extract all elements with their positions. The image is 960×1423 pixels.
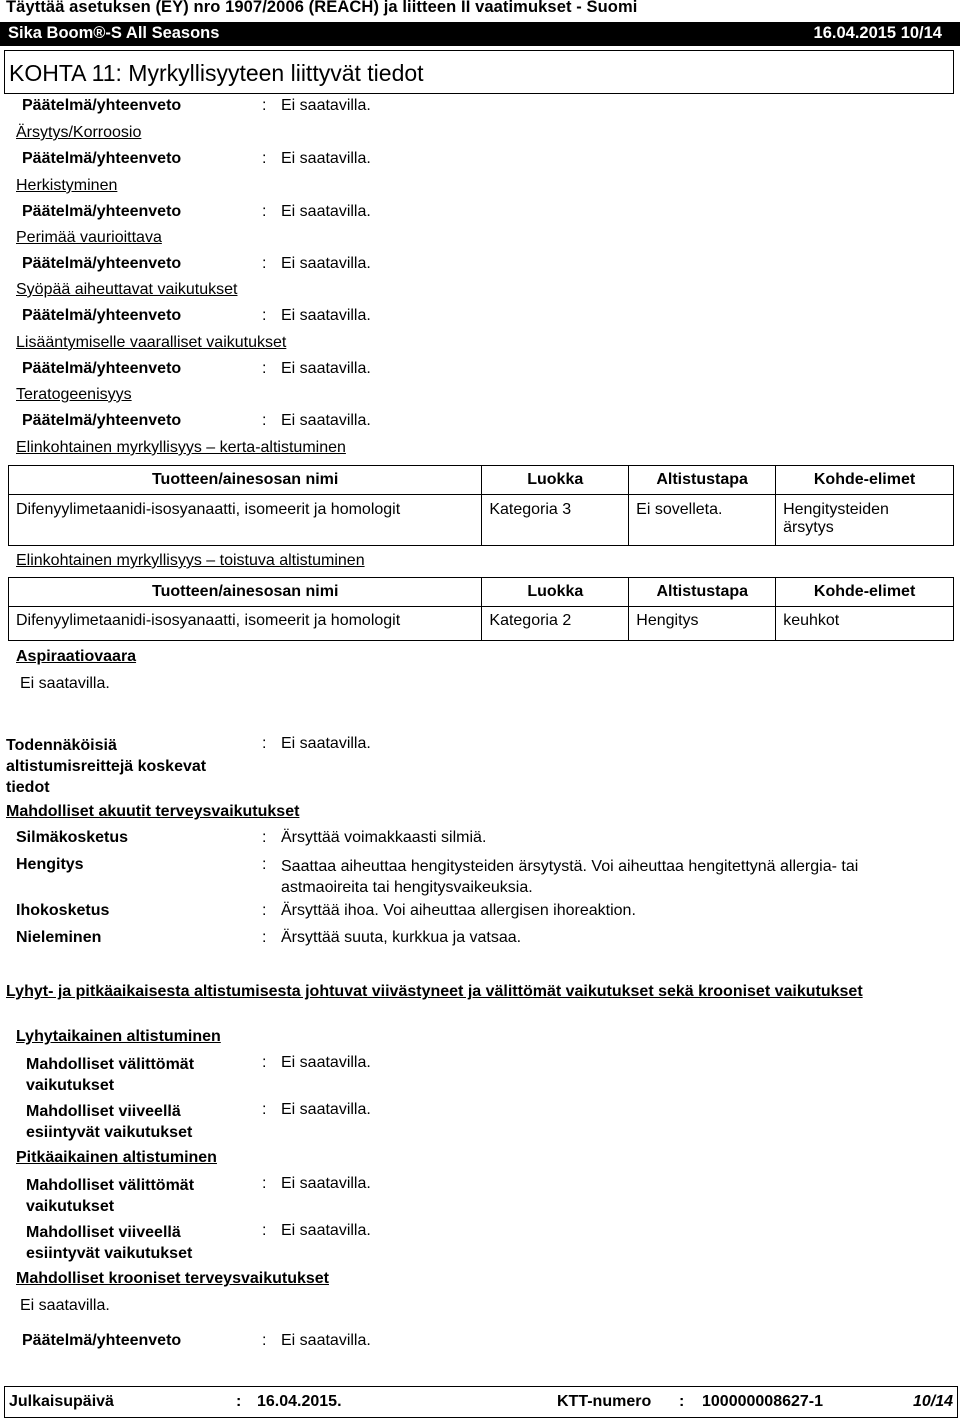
colon: : — [262, 1175, 267, 1192]
delayed-heading: Lyhyt- ja pitkäaikaisesta altistumisesta johtuvat viivästyneet ja välittömät vaikutukset sekä krooniset vaikutukset — [6, 983, 863, 1000]
footer-box — [4, 1386, 958, 1418]
immediate-effects-label: Mahdolliset välittömät vaikutukset — [26, 1177, 195, 1215]
subheading-mutagenicity: Perimää vaurioittava — [16, 229, 162, 246]
summary-value: Ei saatavilla. — [281, 97, 371, 114]
chronic-value: Ei saatavilla. — [20, 1297, 110, 1314]
inhalation-label: Hengitys — [16, 856, 84, 873]
route-cell: Hengitys — [629, 607, 776, 641]
header-bar — [0, 22, 960, 46]
document-header-title: Täyttää asetuksen (EY) nro 1907/2006 (REACH) ja liitteen II vaatimukset - Suomi — [6, 0, 638, 16]
table-header-row — [9, 578, 954, 607]
table-row — [9, 495, 954, 546]
category-cell: Kategoria 3 — [482, 495, 629, 546]
colon: : — [236, 1393, 242, 1410]
colon: : — [679, 1393, 685, 1410]
delayed-effects-label: Mahdolliset viiveellä esiintyvät vaikutukset — [26, 1224, 193, 1262]
column-header: Luokka — [482, 578, 629, 607]
summary-label: Päätelmä/yhteenveto — [22, 255, 182, 272]
organs-text: Hengitysteiden ärsytys — [783, 501, 889, 536]
route-cell: Ei sovelleta. — [629, 495, 776, 546]
summary-value: Ei saatavilla. — [281, 360, 371, 377]
aspiration-value: Ei saatavilla. — [20, 675, 110, 692]
colon: : — [262, 150, 267, 167]
acute-heading: Mahdolliset akuutit terveysvaikutukset — [6, 803, 300, 820]
footer-page-number: 10/14 — [912, 1393, 953, 1410]
summary-value: Ei saatavilla. — [281, 307, 371, 324]
summary-value: Ei saatavilla. — [281, 255, 371, 272]
summary-value: Ei saatavilla. — [281, 203, 371, 220]
subheading-stot-repeated: Elinkohtainen myrkyllisyys – toistuva altistuminen — [16, 552, 365, 569]
footer-date-label: Julkaisupäivä — [9, 1393, 114, 1410]
ingestion-value: Ärsyttää suuta, kurkkua ja vatsaa. — [281, 929, 522, 946]
column-header: Luokka — [482, 466, 629, 495]
colon: : — [262, 1101, 267, 1118]
delayed-effects-value: Ei saatavilla. — [281, 1101, 371, 1118]
footer-ktt-label: KTT-numero — [557, 1393, 652, 1410]
colon: : — [262, 203, 267, 220]
table-header-row — [9, 466, 954, 495]
subheading-irritation: Ärsytys/Korroosio — [16, 124, 142, 141]
organs-cell: keuhkot — [776, 607, 954, 641]
summary-value: Ei saatavilla. — [281, 412, 371, 429]
routes-label: Todennäköisiä altistumisreittejä koskevat tiedot — [6, 737, 207, 796]
chronic-heading: Mahdolliset krooniset terveysvaikutukset — [16, 1270, 329, 1287]
skin-value: Ärsyttää ihoa. Voi aiheuttaa allergisen ihoreaktion. — [281, 902, 636, 919]
organs-cell — [776, 495, 954, 546]
colon: : — [262, 1222, 267, 1239]
colon: : — [262, 1054, 267, 1071]
colon: : — [262, 412, 267, 429]
table-row — [9, 607, 954, 641]
colon: : — [262, 97, 267, 114]
substance-name: Difenyylimetaanidi-isosyanaatti, isomeerit ja homologit — [9, 495, 482, 546]
substance-name: Difenyylimetaanidi-isosyanaatti, isomeerit ja homologit — [9, 607, 482, 641]
immediate-effects-value: Ei saatavilla. — [281, 1175, 371, 1192]
column-header: Altistustapa — [629, 578, 776, 607]
summary-label: Päätelmä/yhteenveto — [22, 97, 182, 114]
subheading-aspiration: Aspiraatiovaara — [16, 648, 137, 665]
eye-label: Silmäkosketus — [16, 829, 129, 846]
colon: : — [262, 307, 267, 324]
section-title-box — [4, 50, 954, 94]
summary-label: Päätelmä/yhteenveto — [22, 1332, 182, 1349]
colon: : — [262, 1332, 267, 1349]
summary-value: Ei saatavilla. — [281, 1332, 371, 1349]
summary-label: Päätelmä/yhteenveto — [22, 360, 182, 377]
immediate-effects-label: Mahdolliset välittömät vaikutukset — [26, 1056, 195, 1094]
summary-label: Päätelmä/yhteenveto — [22, 150, 182, 167]
column-header: Kohde-elimet — [776, 578, 954, 607]
section-title: KOHTA 11: Myrkyllisyyteen liittyvät tiedot — [9, 60, 424, 86]
summary-label: Päätelmä/yhteenveto — [22, 412, 182, 429]
summary-label: Päätelmä/yhteenveto — [22, 203, 182, 220]
footer-date-value: 16.04.2015. — [257, 1393, 342, 1410]
product-name: Sika Boom®-S All Seasons — [8, 24, 220, 42]
long-term-heading: Pitkäaikainen altistuminen — [16, 1149, 217, 1166]
footer-ktt-value: 100000008627-1 — [702, 1393, 824, 1410]
column-header: Altistustapa — [629, 466, 776, 495]
subheading-teratogenicity: Teratogeenisyys — [16, 386, 132, 403]
colon: : — [262, 856, 267, 873]
stot-single-table — [8, 465, 954, 546]
column-header: Kohde-elimet — [776, 466, 954, 495]
subheading-sensitisation: Herkistyminen — [16, 177, 118, 194]
colon: : — [262, 255, 267, 272]
colon: : — [262, 929, 267, 946]
eye-value: Ärsyttää voimakkaasti silmiä. — [281, 829, 487, 846]
colon: : — [262, 360, 267, 377]
category-cell: Kategoria 2 — [482, 607, 629, 641]
subheading-stot-single: Elinkohtainen myrkyllisyys – kerta-altistuminen — [16, 439, 346, 456]
subheading-carcinogenicity: Syöpää aiheuttavat vaikutukset — [16, 281, 238, 298]
column-header: Tuotteen/ainesosan nimi — [9, 466, 482, 495]
delayed-effects-value: Ei saatavilla. — [281, 1222, 371, 1239]
summary-value: Ei saatavilla. — [281, 150, 371, 167]
colon: : — [262, 829, 267, 846]
inhalation-value: Saattaa aiheuttaa hengitysteiden ärsytystä. Voi aiheuttaa hengitettynä allergia- tai astmaoireita tai hengitysvaikeuksia. — [281, 858, 859, 896]
skin-label: Ihokosketus — [16, 902, 110, 919]
delayed-effects-label: Mahdolliset viiveellä esiintyvät vaikutukset — [26, 1103, 193, 1141]
header-date-page: 16.04.2015 10/14 — [813, 24, 942, 42]
colon: : — [262, 902, 267, 919]
ingestion-label: Nieleminen — [16, 929, 102, 946]
routes-value: Ei saatavilla. — [281, 735, 371, 752]
immediate-effects-value: Ei saatavilla. — [281, 1054, 371, 1071]
column-header: Tuotteen/ainesosan nimi — [9, 578, 482, 607]
colon: : — [262, 735, 267, 752]
short-term-heading: Lyhytaikainen altistuminen — [16, 1028, 221, 1045]
subheading-reproductive: Lisääntymiselle vaaralliset vaikutukset — [16, 334, 287, 351]
summary-label: Päätelmä/yhteenveto — [22, 307, 182, 324]
stot-repeated-table — [8, 577, 954, 641]
